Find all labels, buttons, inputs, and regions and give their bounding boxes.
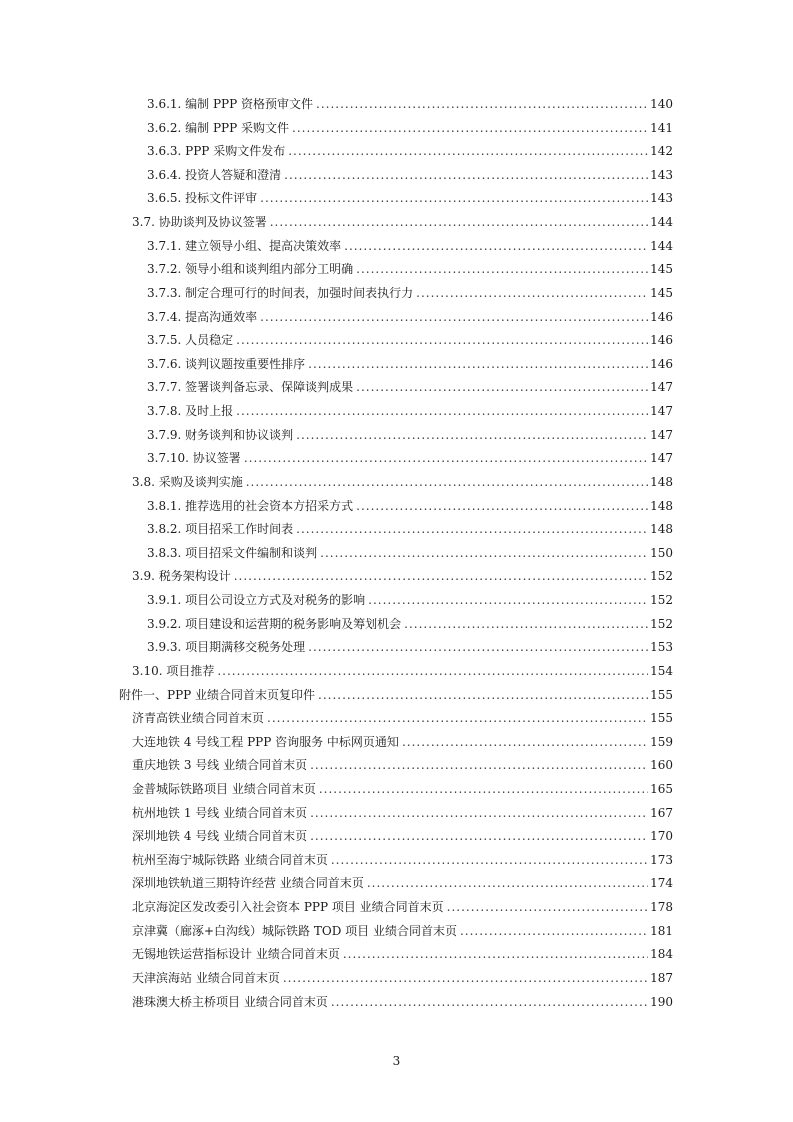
toc-entry-page: 141	[650, 120, 673, 135]
toc-entry-title: 3.6.3. PPP 采购文件发布	[147, 144, 286, 159]
toc-entry-title: 3.7.1. 建立领导小组、提高决策效率	[147, 238, 342, 253]
toc-entry[interactable]	[132, 566, 673, 586]
toc-entry-title: 杭州至海宁城际铁路 业绩合同首末页	[132, 852, 328, 867]
toc-entry[interactable]	[147, 94, 673, 114]
toc-entry[interactable]	[147, 377, 673, 397]
toc-entry-title: 3.8. 采购及谈判实施	[132, 474, 243, 489]
toc-entry-page: 174	[650, 876, 673, 891]
toc-leader-dots	[234, 566, 648, 586]
toc-entry-page: 155	[650, 687, 673, 702]
toc-leader-dots	[331, 992, 648, 1012]
toc-entry-title: 3.8.3. 项目招采文件编制和谈判	[147, 545, 318, 560]
toc-entry-title: 3.7.4. 提高沟通效率	[147, 309, 258, 324]
toc-entry[interactable]	[132, 472, 673, 492]
toc-leader-dots	[318, 685, 648, 705]
toc-leader-dots	[288, 141, 648, 161]
toc-leader-dots	[260, 307, 648, 327]
toc-leader-dots	[284, 165, 648, 185]
toc-entry-page: 146	[650, 309, 673, 324]
toc-entry[interactable]	[119, 685, 673, 705]
toc-entry-title: 3.7.7. 签署谈判备忘录、保障谈判成果	[147, 380, 354, 395]
toc-entry-title: 3.6.1. 编制 PPP 资格预审文件	[147, 97, 314, 111]
toc-entry-title: 3.6.2. 编制 PPP 采购文件	[147, 120, 290, 135]
toc-entry-title: 济青高铁业绩合同首末页	[132, 711, 265, 726]
toc-leader-dots	[404, 614, 648, 634]
toc-leader-dots	[310, 826, 648, 846]
toc-entry[interactable]	[147, 259, 673, 279]
toc-leader-dots	[331, 850, 648, 870]
toc-leader-dots	[416, 283, 648, 303]
toc-entry-page: 145	[650, 285, 673, 300]
toc-entry-title: 3.7.10. 协议签署	[147, 451, 241, 466]
toc-entry-page: 140	[650, 97, 673, 111]
toc-entry-title: 3.6.5. 投标文件评审	[147, 191, 258, 206]
toc-entry-page: 152	[650, 569, 673, 584]
toc-entry[interactable]	[132, 779, 673, 799]
toc-entry-page: 148	[650, 522, 673, 537]
toc-entry-page: 152	[650, 616, 673, 631]
toc-entry[interactable]	[147, 637, 673, 657]
toc-entry-title: 3.9. 税务架构设计	[132, 569, 231, 584]
toc-entry-page: 160	[650, 758, 673, 773]
toc-leader-dots	[356, 377, 648, 397]
toc-entry-page: 144	[650, 238, 673, 253]
toc-entry-page: 187	[650, 970, 673, 985]
toc-leader-dots	[296, 425, 648, 445]
toc-entry-title: 3.9.3. 项目期满移交税务处理	[147, 640, 306, 655]
toc-leader-dots	[460, 921, 648, 941]
toc-entry-page: 148	[650, 498, 673, 513]
toc-entry[interactable]	[147, 141, 673, 161]
toc-entry-page: 146	[650, 356, 673, 371]
toc-entry-title: 重庆地铁 3 号线 业绩合同首末页	[132, 758, 308, 773]
toc-leader-dots	[270, 212, 648, 232]
toc-leader-dots	[367, 873, 648, 893]
toc-leader-dots	[310, 755, 648, 775]
toc-entry[interactable]	[147, 496, 673, 516]
toc-entry[interactable]	[132, 661, 673, 681]
toc-entry-page: 165	[650, 781, 673, 796]
toc-entry-title: 天津滨海站 业绩合同首末页	[132, 970, 280, 985]
toc-leader-dots	[320, 543, 648, 563]
toc-entry[interactable]	[147, 118, 673, 138]
toc-entry-page: 144	[650, 215, 673, 230]
toc-entry[interactable]	[147, 354, 673, 374]
toc-entry[interactable]	[132, 873, 673, 893]
toc-entry[interactable]	[147, 330, 673, 350]
toc-leader-dots	[308, 637, 648, 657]
toc-leader-dots	[368, 590, 648, 610]
toc-entry-title: 杭州地铁 1 号线 业绩合同首末页	[132, 805, 308, 820]
toc-entry-page: 167	[650, 805, 673, 820]
toc-leader-dots	[236, 330, 648, 350]
toc-entry[interactable]	[132, 803, 673, 823]
toc-entry[interactable]	[132, 755, 673, 775]
toc-entry[interactable]	[147, 519, 673, 539]
toc-entry-title: 3.8.1. 推荐选用的社会资本方招采方式	[147, 498, 354, 513]
toc-entry-title: 北京海淀区发改委引入社会资本 PPP 项目 业绩合同首末页	[132, 900, 444, 915]
toc-entry-title: 3.6.4. 投资人答疑和澄清	[147, 167, 282, 182]
toc-entry[interactable]	[132, 921, 673, 941]
toc-entry-page: 159	[650, 734, 673, 749]
toc-leader-dots	[244, 448, 648, 468]
toc-entry[interactable]	[132, 212, 673, 232]
toc-entry[interactable]	[132, 732, 673, 752]
toc-entry-title: 3.7.9. 财务谈判和协议谈判	[147, 427, 294, 442]
toc-entry[interactable]	[132, 708, 673, 728]
toc-entry-page: 147	[650, 404, 673, 419]
toc-entry[interactable]	[147, 188, 673, 208]
toc-leader-dots	[292, 118, 648, 138]
toc-leader-dots	[217, 661, 648, 681]
toc-leader-dots	[246, 472, 648, 492]
toc-entry-page: 147	[650, 380, 673, 395]
toc-entry-page: 143	[650, 167, 673, 182]
toc-entry[interactable]	[147, 614, 673, 634]
toc-entry-page: 173	[650, 852, 673, 867]
toc-entry[interactable]	[147, 236, 673, 256]
toc-entry-page: 142	[650, 144, 673, 159]
toc-entry[interactable]	[132, 968, 673, 988]
toc-entry[interactable]	[147, 543, 673, 563]
toc-leader-dots	[402, 732, 648, 752]
toc-entry[interactable]	[147, 401, 673, 421]
toc-entry-page: 152	[650, 593, 673, 608]
toc-entry[interactable]	[147, 448, 673, 468]
toc-entry[interactable]	[132, 992, 673, 1012]
toc-entry-title: 3.9.1. 项目公司设立方式及对税务的影响	[147, 593, 366, 608]
toc-entry[interactable]	[147, 165, 673, 185]
toc-entry-title: 深圳地铁轨道三期特许经营 业绩合同首末页	[132, 876, 364, 891]
toc-entry[interactable]	[132, 897, 673, 917]
toc-leader-dots	[343, 944, 648, 964]
toc-leader-dots	[308, 354, 648, 374]
toc-entry-page: 178	[650, 900, 673, 915]
toc-leader-dots	[267, 708, 648, 728]
toc-entry-title: 3.9.2. 项目建设和运营期的税务影响及筹划机会	[147, 616, 402, 631]
toc-entry-page: 147	[650, 427, 673, 442]
toc-entry-page: 181	[650, 923, 673, 938]
toc-entry-title: 3.10. 项目推荐	[132, 663, 215, 678]
toc-leader-dots	[283, 968, 648, 988]
toc-entry-page: 146	[650, 333, 673, 348]
toc-entry[interactable]	[132, 826, 673, 846]
toc-entry-page: 153	[650, 640, 673, 655]
toc-leader-dots	[310, 803, 648, 823]
toc-entry-title: 港珠澳大桥主桥项目 业绩合同首末页	[132, 994, 328, 1009]
toc-leader-dots	[260, 188, 648, 208]
toc-entry-title: 3.7.2. 领导小组和谈判组内部分工明确	[147, 262, 354, 277]
toc-entry-page: 154	[650, 663, 673, 678]
toc-entry[interactable]	[132, 850, 673, 870]
toc-entry[interactable]	[147, 590, 673, 610]
toc-leader-dots	[319, 779, 648, 799]
toc-entry-page: 155	[650, 711, 673, 726]
toc-entry-title: 3.7.6. 谈判议题按重要性排序	[147, 356, 306, 371]
toc-entry-page: 145	[650, 262, 673, 277]
toc-entry-page: 148	[650, 474, 673, 489]
toc-entry-title: 京津冀（廊涿+白沟线）城际铁路 TOD 项目 业绩合同首末页	[132, 923, 457, 938]
toc-leader-dots	[356, 496, 648, 516]
toc-entry-title: 无锡地铁运营指标设计 业绩合同首末页	[132, 947, 340, 962]
toc-entry-page: 143	[650, 191, 673, 206]
toc-leader-dots	[344, 236, 648, 256]
toc-entry[interactable]	[147, 307, 673, 327]
toc-leader-dots	[236, 401, 648, 421]
toc-entry[interactable]	[132, 944, 673, 964]
toc-entry[interactable]	[147, 425, 673, 445]
toc-entry-title: 3.8.2. 项目招采工作时间表	[147, 522, 294, 537]
toc-entry-title: 3.7.5. 人员稳定	[147, 333, 234, 348]
toc-entry-page: 190	[650, 994, 673, 1009]
toc-leader-dots	[296, 519, 648, 539]
toc-entry-page: 170	[650, 829, 673, 844]
toc-entry-title: 金普城际铁路项目 业绩合同首末页	[132, 781, 316, 796]
toc-entry-title: 3.7.3. 制定合理可行的时间表，加强时间表执行力	[147, 285, 414, 300]
toc-entry-page: 184	[650, 947, 673, 962]
toc-leader-dots	[447, 897, 648, 917]
toc-entry[interactable]	[147, 283, 673, 303]
page-number: 3	[392, 1054, 401, 1068]
toc-entry-title: 深圳地铁 4 号线 业绩合同首末页	[132, 829, 308, 844]
toc-entry-title: 3.7.8. 及时上报	[147, 404, 234, 419]
toc-leader-dots	[316, 94, 648, 114]
toc-entry-page: 147	[650, 451, 673, 466]
toc-leader-dots	[356, 259, 648, 279]
toc-entry-title: 大连地铁 4 号线工程 PPP 咨询服务 中标网页通知	[132, 734, 399, 749]
toc-entry-page: 150	[650, 545, 673, 560]
toc-entry-title: 3.7. 协助谈判及协议签署	[132, 215, 267, 230]
toc-entry-title: 附件一、PPP 业绩合同首末页复印件	[119, 687, 316, 702]
